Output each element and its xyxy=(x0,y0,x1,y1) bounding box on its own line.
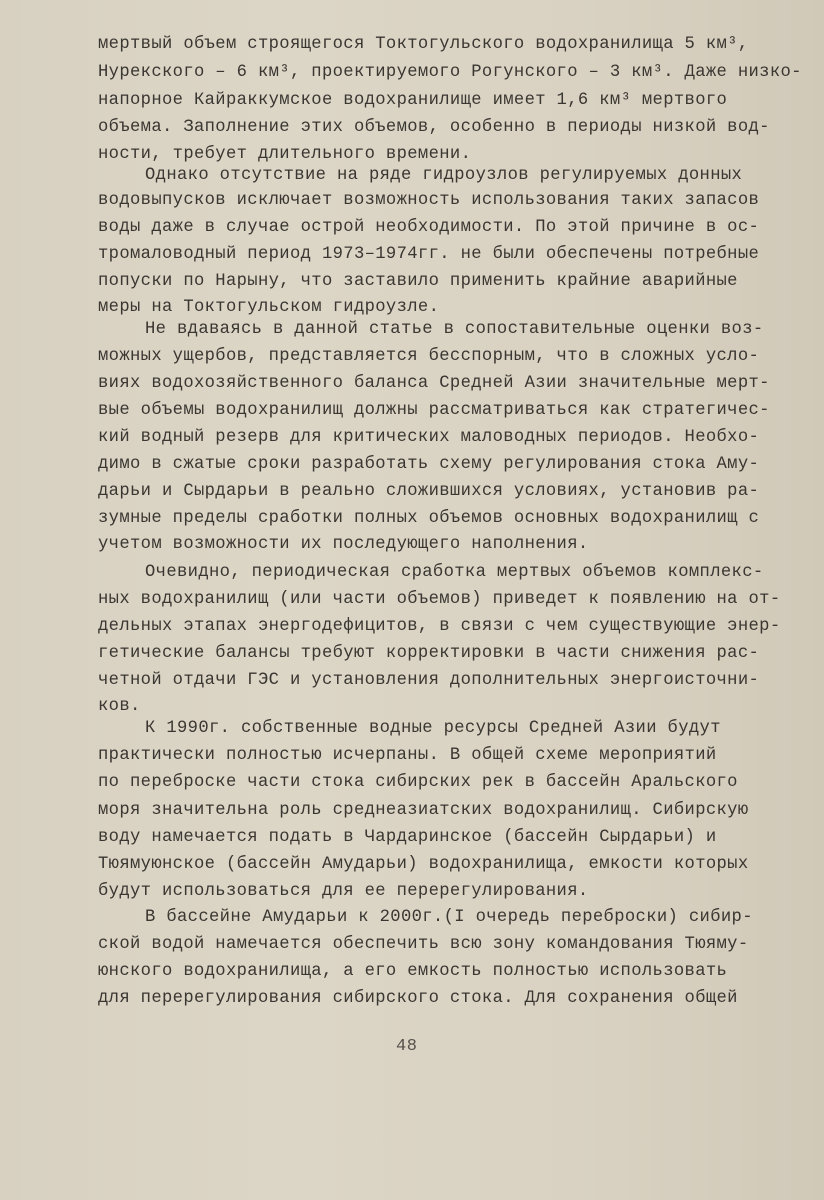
text-line: водовыпусков исключает возможность использования таких запасов xyxy=(98,191,760,210)
text-line: гетические балансы требуют корректировки в части снижения рас- xyxy=(98,644,760,663)
text-line: кий водный резерв для критических маловодных периодов. Необхо- xyxy=(98,428,760,447)
text-line: ской водой намечается обеспечить всю зону командования Тюяму- xyxy=(98,935,749,954)
text-line: по переброске части стока сибирских рек в бассейн Аральского xyxy=(98,773,738,792)
text-line: зумные пределы сработки полных объемов основных водохранилищ с xyxy=(98,509,760,528)
text-line: воду намечается подать в Чардаринское (бассейн Сырдарьи) и xyxy=(98,828,717,847)
text-line: В бассейне Амударьи к 2000г.(I очередь переброски) сибир- xyxy=(145,908,753,927)
text-line: димо в сжатые сроки разработать схему регулирования стока Аму- xyxy=(98,455,760,474)
text-line: Очевидно, периодическая сработка мертвых объемов комплекс- xyxy=(145,563,764,582)
text-line: моря значительна роль среднеазиатских водохранилищ. Сибирскую xyxy=(98,801,749,820)
text-line: практически полностью исчерпаны. В общей схеме мероприятий xyxy=(98,746,717,765)
text-line: тромаловодный период 1973–1974гг. не были обеспечены потребные xyxy=(98,245,760,264)
text-line: Тюямуюнское (бассейн Амударьи) водохранилища, емкости которых xyxy=(98,855,749,874)
text-line: для перерегулирования сибирского стока. Для сохранения общей xyxy=(98,989,738,1008)
text-line: мертвый объем строящегося Токтогульского водохранилища 5 км³, xyxy=(98,35,749,54)
text-line: воды даже в случае острой необходимости. По этой причине в ос- xyxy=(98,218,760,237)
text-line: ков. xyxy=(98,697,141,716)
text-line: учетом возможности их последующего наполнения. xyxy=(98,535,589,554)
text-line: Не вдаваясь в данной статье в сопоставительные оценки воз- xyxy=(145,320,764,339)
text-line: Однако отсутствие на ряде гидроузлов регулируемых донных xyxy=(145,166,743,185)
text-line: четной отдачи ГЭС и установления дополнительных энергоисточни- xyxy=(98,671,760,690)
text-line: Нурекского – 6 км³, проектируемого Рогунского – 3 км³. Даже низко- xyxy=(98,63,802,82)
text-line: объема. Заполнение этих объемов, особенно в периоды низкой вод- xyxy=(98,118,770,137)
text-line: ности, требует длительного времени. xyxy=(98,145,472,164)
text-line: дельных этапах энергодефицитов, в связи с чем существующие энер- xyxy=(98,617,781,636)
text-line: можных ущербов, представляется бесспорным, что в сложных усло- xyxy=(98,347,760,366)
text-line: попуски по Нарыну, что заставило применить крайние аварийные xyxy=(98,272,738,291)
text-line: дарьи и Сырдарьи в реально сложившихся условиях, установив ра- xyxy=(98,482,760,501)
text-line: юнского водохранилища, а его емкость полностью использовать xyxy=(98,962,728,981)
text-line: ных водохранилищ (или части объемов) приведет к появлению на от- xyxy=(98,590,781,609)
text-line: К 1990г. собственные водные ресурсы Средней Азии будут xyxy=(145,719,721,738)
text-line: вые объемы водохранилищ должны рассматриваться как стратегичес- xyxy=(98,401,770,420)
text-line: будут использоваться для ее перерегулирования. xyxy=(98,882,589,901)
text-line: виях водохозяйственного баланса Средней Азии значительные мерт- xyxy=(98,374,770,393)
text-line: меры на Токтогульском гидроузле. xyxy=(98,298,440,317)
text-line: напорное Кайраккумское водохранилище имеет 1,6 км³ мертвого xyxy=(98,91,728,110)
page-number: 48 xyxy=(396,1037,418,1056)
